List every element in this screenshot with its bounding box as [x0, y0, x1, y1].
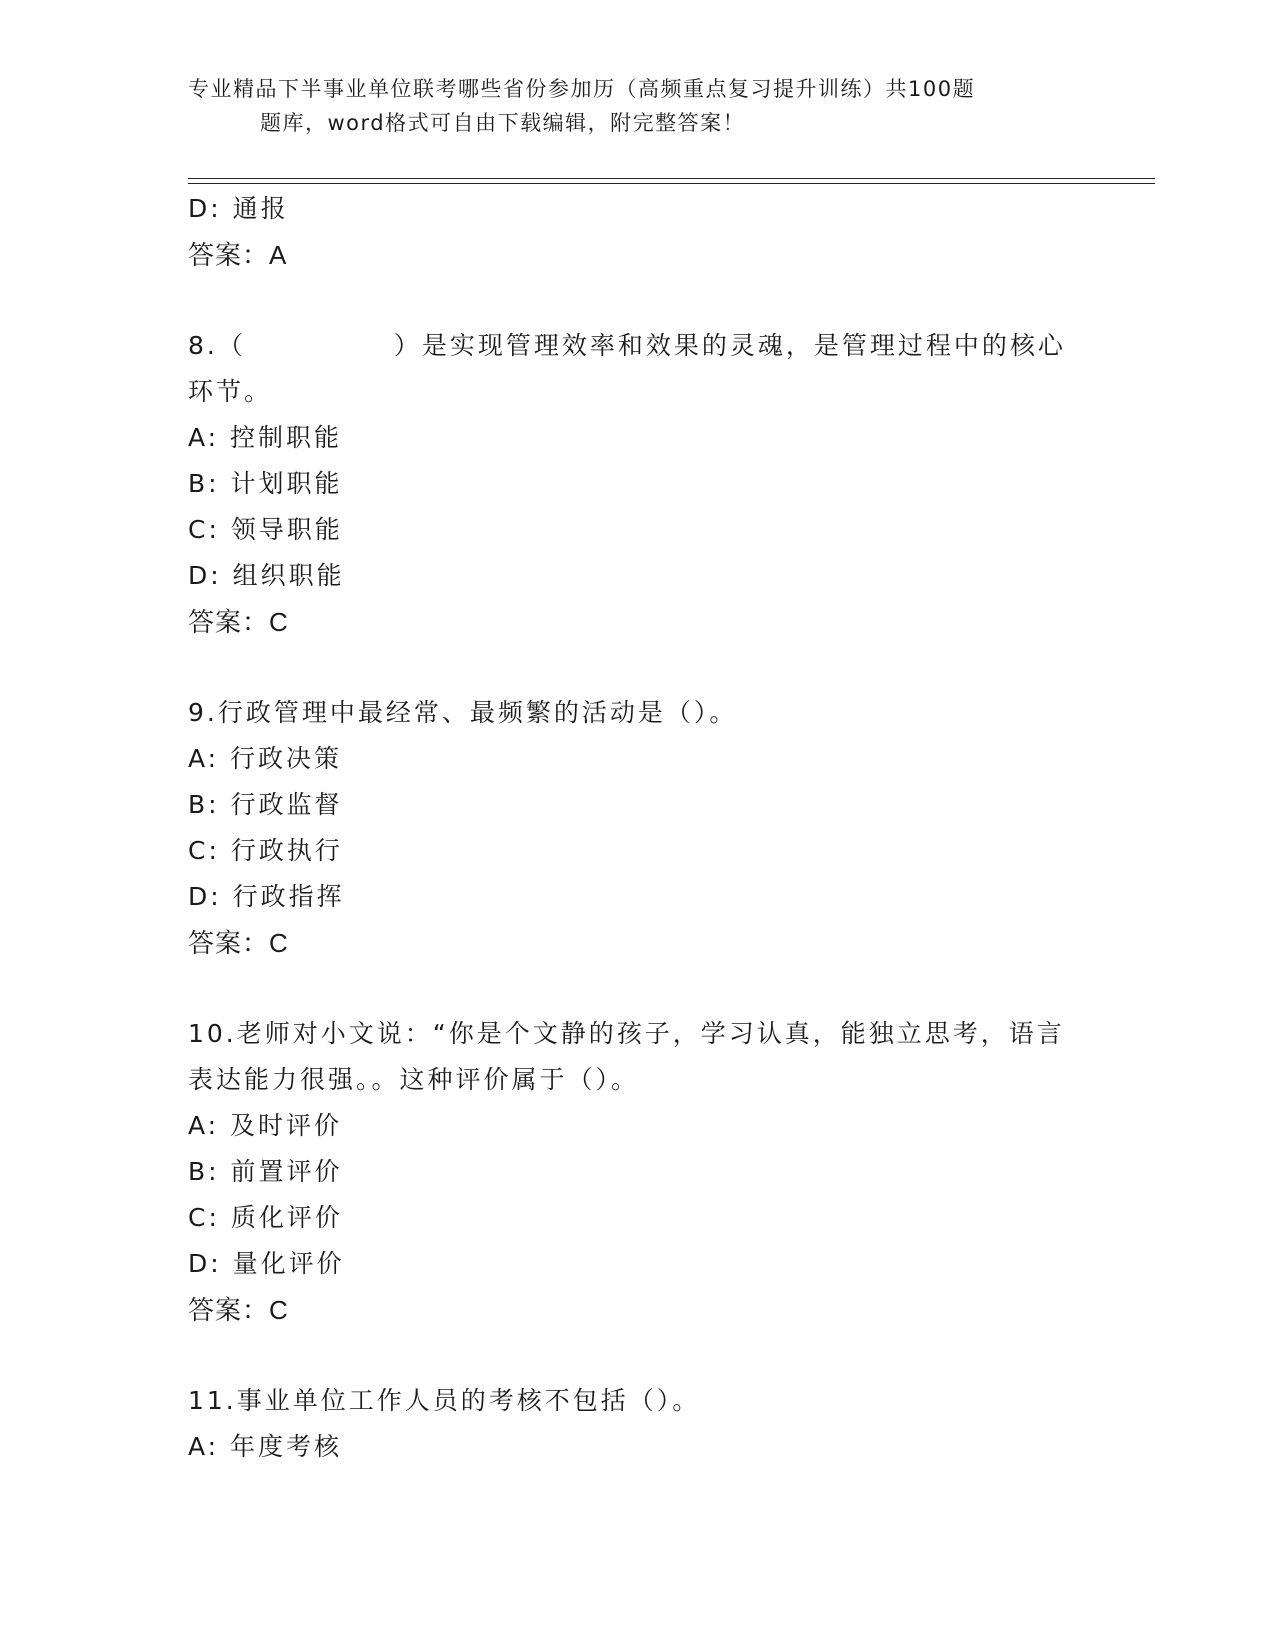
- answer: 答案：C: [188, 607, 289, 637]
- option-d: D: 组织职能: [188, 561, 345, 590]
- option-a: A: 控制职能: [188, 423, 343, 452]
- document-body: [188, 186, 1068, 1470]
- option-b: B: 计划职能: [188, 469, 343, 498]
- spacer: [188, 966, 1068, 1011]
- question-10: [188, 1011, 1068, 1103]
- option-c: C: 质化评价: [188, 1203, 343, 1232]
- option-a: A: 年度考核: [188, 1432, 343, 1461]
- question-9-stem: 9.行政管理中最经常、最频繁的活动是（）。: [188, 698, 738, 727]
- question-8-stem-end: ）是实现管理效率和效果的灵魂，是管理过程中的核心环节。: [188, 331, 1066, 406]
- option-d: D: 通报: [188, 194, 289, 223]
- question-8-stem-start: 8.（: [188, 331, 246, 360]
- question-8: [188, 323, 1068, 415]
- option-d: D: 行政指挥: [188, 882, 345, 911]
- spacer: [188, 645, 1068, 690]
- document-title-line-2: 题库，word格式可自由下载编辑，附完整答案！: [260, 111, 746, 135]
- option-a: A: 及时评价: [188, 1111, 343, 1140]
- question-11-stem: 11.事业单位工作人员的考核不包括（）。: [188, 1386, 701, 1415]
- answer: 答案：C: [188, 1295, 289, 1325]
- spacer: [188, 1333, 1068, 1378]
- option-d: D: 量化评价: [188, 1249, 345, 1278]
- question-8-stem: [188, 323, 1068, 415]
- option-c: C: 行政执行: [188, 836, 343, 865]
- option-a: A: 行政决策: [188, 744, 343, 773]
- option-b: B: 行政监督: [188, 790, 343, 819]
- page-header: [188, 72, 1068, 140]
- answer: 答案：C: [188, 928, 289, 958]
- spacer: [188, 278, 1068, 323]
- document-title-line-1: 专业精品下半事业单位联考哪些省份参加历（高频重点复习提升训练）共100题: [188, 77, 976, 101]
- header-double-rule: [188, 178, 1155, 184]
- option-b: B: 前置评价: [188, 1157, 343, 1186]
- answer: 答案：A: [188, 240, 288, 270]
- question-10-stem: 10.老师对小文说：“你是个文静的孩子，学习认真，能独立思考，语言表达能力很强。。这种评价属于（）。: [188, 1019, 1065, 1094]
- option-c: C: 领导职能: [188, 515, 343, 544]
